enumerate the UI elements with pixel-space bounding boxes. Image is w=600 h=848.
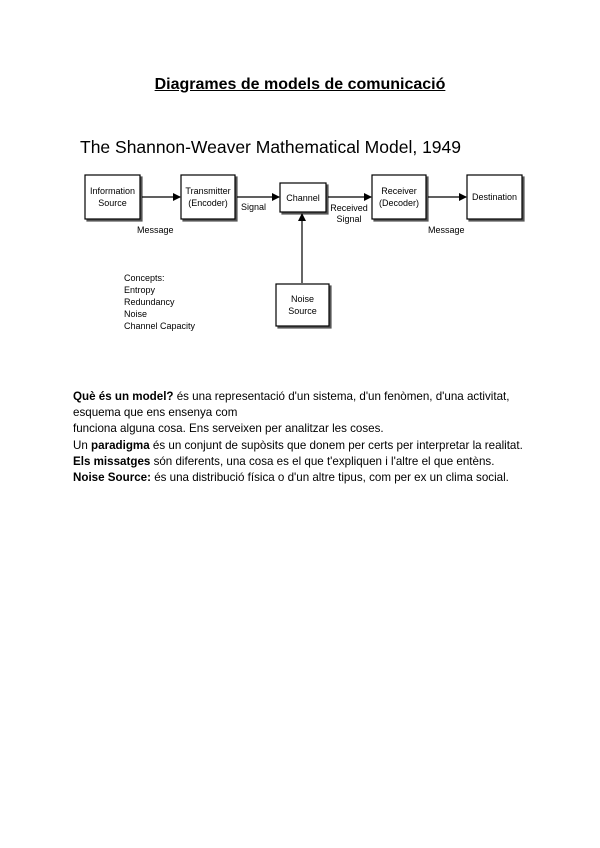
received-signal-label-1: Received — [330, 203, 368, 213]
noise-source-label-1: Noise — [290, 294, 315, 304]
paragraph-model-cont — [73, 421, 543, 437]
transmitter-label-1: Transmitter — [185, 186, 231, 196]
diagram-title: The Shannon-Weaver Mathematical Model, 1949 — [80, 137, 462, 157]
paradigma-prefix: Un — [73, 438, 92, 452]
paragraph-paradigma — [73, 438, 543, 454]
term-model: Què és un model? — [73, 390, 174, 403]
paragraph-model — [73, 389, 543, 421]
channel-box — [280, 183, 326, 212]
concept-item: Redundancy — [124, 297, 175, 307]
definition-noise-source: és una distribució física o d'un altre tipus, com per ex un clima social. — [150, 471, 509, 485]
document-title: Diagrames de models de comunicació — [154, 76, 446, 93]
concept-item: Channel Capacity — [124, 321, 196, 331]
body-text — [73, 389, 543, 486]
receiver-box — [372, 175, 426, 219]
definition-model-cont: funciona alguna cosa. Ens serveixen per analitzar les coses. — [73, 422, 384, 436]
destination-box — [467, 175, 522, 219]
concepts-list — [124, 273, 196, 331]
definition-missatges: són diferents, una cosa es el que t'expliquen i l'altre el que entèns. — [150, 454, 495, 468]
term-noise-source: Noise Source: — [73, 471, 151, 485]
receiver-label-1: Receiver — [381, 186, 417, 196]
noise-source-label-2: Source — [288, 306, 317, 316]
paragraph-noise-source — [73, 470, 543, 486]
transmitter-box — [181, 175, 235, 219]
term-missatges: Els missatges — [73, 454, 151, 468]
definition-model: és una representació d'un sistema, d'un fenòmen, d'una activitat, esquema que ens ensenya com — [73, 390, 510, 420]
concept-item: Noise — [124, 309, 148, 319]
definition-paradigma: és un conjunt de supòsits que donem per certs per interpretar la realitat. — [149, 438, 523, 452]
information-source-box — [85, 175, 140, 219]
message-label-left: Message — [137, 225, 174, 235]
received-signal-label-2: Signal — [336, 214, 362, 224]
term-paradigma: paradigma — [91, 438, 150, 452]
concepts-heading: Concepts: — [124, 273, 165, 283]
message-label-right: Message — [428, 225, 465, 235]
information-source-label-1: Information — [89, 186, 136, 196]
noise-source-box — [276, 284, 329, 326]
concept-item: Entropy — [124, 285, 156, 295]
transmitter-label-2: (Encoder) — [188, 198, 228, 208]
receiver-label-2: (Decoder) — [378, 198, 420, 208]
paragraph-missatges — [73, 454, 543, 470]
signal-label: Signal — [241, 202, 267, 212]
information-source-label-2: Source — [98, 198, 127, 208]
channel-label: Channel — [286, 193, 320, 203]
destination-label: Destination — [471, 192, 518, 202]
shannon-weaver-diagram — [0, 0, 600, 360]
